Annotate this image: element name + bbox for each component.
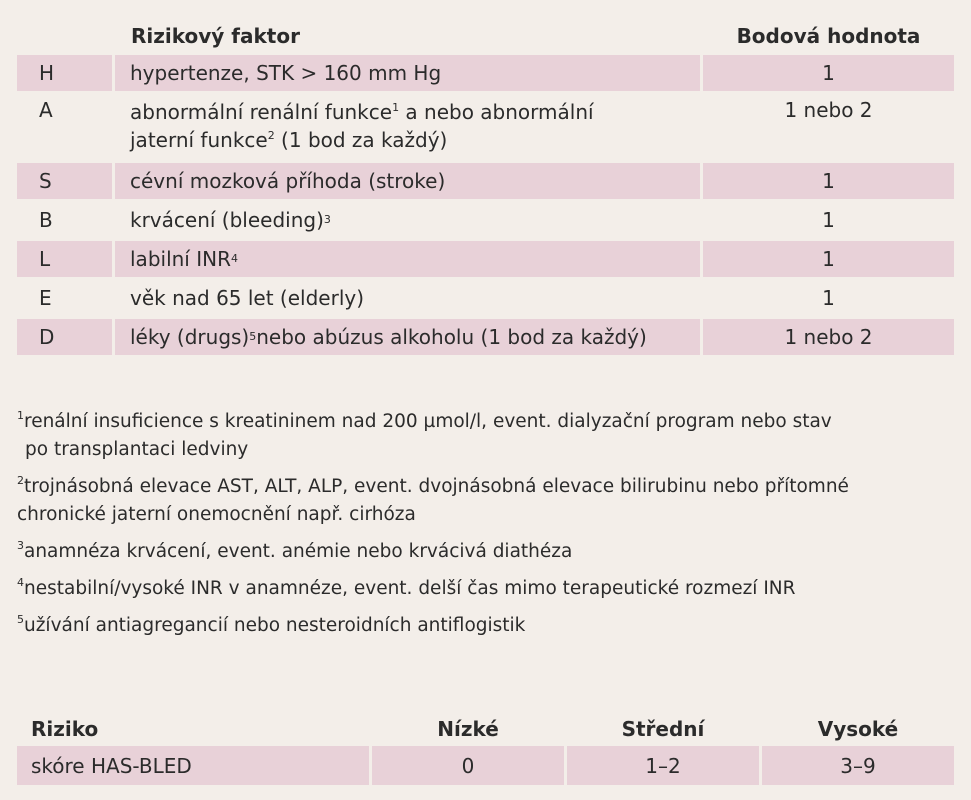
header-mid: Střední: [621, 717, 705, 741]
footnote-text: chronické jaterní onemocnění např. cirhóza: [17, 504, 416, 525]
footnote-ref: 1: [392, 101, 400, 114]
footnote-text: renální insuficience s kreatininem nad 200 µmol/l, event. dialyzační program nebo stav: [24, 411, 832, 432]
table-row: [17, 94, 954, 160]
row-description: hypertenze, STK > 160 mm Hg: [115, 55, 700, 91]
row-code: E: [39, 286, 52, 310]
footnote: [17, 473, 947, 529]
row-code: H: [17, 55, 112, 91]
header-risk-factor: Rizikový faktor: [131, 24, 300, 48]
row-description: léky (drugs) 5 nebo abúzus alkoholu (1 bod za každý): [115, 319, 700, 355]
row-description: labilní INR 4: [115, 241, 700, 277]
header-low: Nízké: [437, 717, 499, 741]
row-description: věk nad 65 let (elderly): [130, 286, 365, 310]
footnote-ref: 2: [267, 129, 275, 142]
row-description: [115, 94, 700, 160]
risk-table-header: [17, 17, 954, 55]
table-row: [17, 55, 954, 91]
footnote-number: 4: [17, 576, 24, 589]
score-label: skóre HAS-BLED: [17, 746, 369, 785]
row-points: 1: [703, 55, 954, 91]
row-points: 1: [822, 208, 835, 232]
row-points: 1 nebo 2: [703, 319, 954, 355]
row-description-text: krvácení (bleeding): [130, 208, 324, 232]
footnote-text: anamnéza krvácení, event. anémie nebo krvácivá diathéza: [24, 541, 573, 562]
table-row: [17, 319, 954, 355]
row-code: D: [17, 319, 112, 355]
footnote-text: nestabilní/vysoké INR v anamnéze, event. delší čas mimo terapeutické rozmezí INR: [24, 578, 796, 599]
row-code: S: [17, 163, 112, 199]
row-points: 1: [703, 241, 954, 277]
table-row: [17, 163, 954, 199]
table-row: [17, 746, 954, 785]
row-description-text: nebo abúzus alkoholu (1 bod za každý): [256, 325, 647, 349]
table-row: [17, 241, 954, 277]
row-description-text: a nebo abnormální: [399, 100, 594, 124]
row-description: krvácení (bleeding) 3: [130, 208, 331, 232]
row-code: L: [17, 241, 112, 277]
row-description-text: jaterní funkce: [130, 128, 268, 152]
row-description-text: léky (drugs): [130, 325, 250, 349]
table-row: [17, 280, 954, 316]
footnote: [17, 408, 947, 464]
header-risk: Riziko: [31, 717, 99, 741]
row-code: B: [39, 208, 53, 232]
header-points: Bodová hodnota: [736, 24, 921, 48]
footnote: [17, 575, 947, 603]
footnote-text: po transplantaci ledviny: [25, 439, 249, 460]
header-high: Vysoké: [817, 717, 899, 741]
row-points: 1 nebo 2: [784, 98, 873, 122]
table-row: [17, 202, 954, 238]
footnote-text: užívání antiagregancií nebo nesteroidních antiflogistik: [24, 615, 526, 636]
footnotes: [17, 408, 947, 649]
footnote: [17, 612, 947, 640]
row-description-text: labilní INR: [130, 247, 231, 271]
footnote-number: 5: [17, 613, 24, 626]
score-high: 3–9: [762, 746, 954, 785]
footnote-number: 1: [17, 409, 24, 422]
row-code: A: [39, 98, 53, 122]
score-mid: 1–2: [567, 746, 759, 785]
row-points: 1: [703, 163, 954, 199]
footnote-number: 3: [17, 539, 24, 552]
footnote: [17, 538, 947, 566]
row-description-text: abnormální renální funkce: [130, 100, 393, 124]
row-description: cévní mozková příhoda (stroke): [115, 163, 700, 199]
risk-score-table: [17, 712, 954, 785]
row-description-text: (1 bod za každý): [274, 128, 448, 152]
footnote-number: 2: [17, 474, 24, 487]
row-points: 1: [822, 286, 835, 310]
score-table-header: [17, 712, 954, 746]
risk-factor-table: [17, 17, 954, 358]
score-low: 0: [372, 746, 564, 785]
footnote-text: trojnásobná elevace AST, ALT, ALP, event. dvojnásobná elevace bilirubinu nebo přítomné: [24, 476, 849, 497]
